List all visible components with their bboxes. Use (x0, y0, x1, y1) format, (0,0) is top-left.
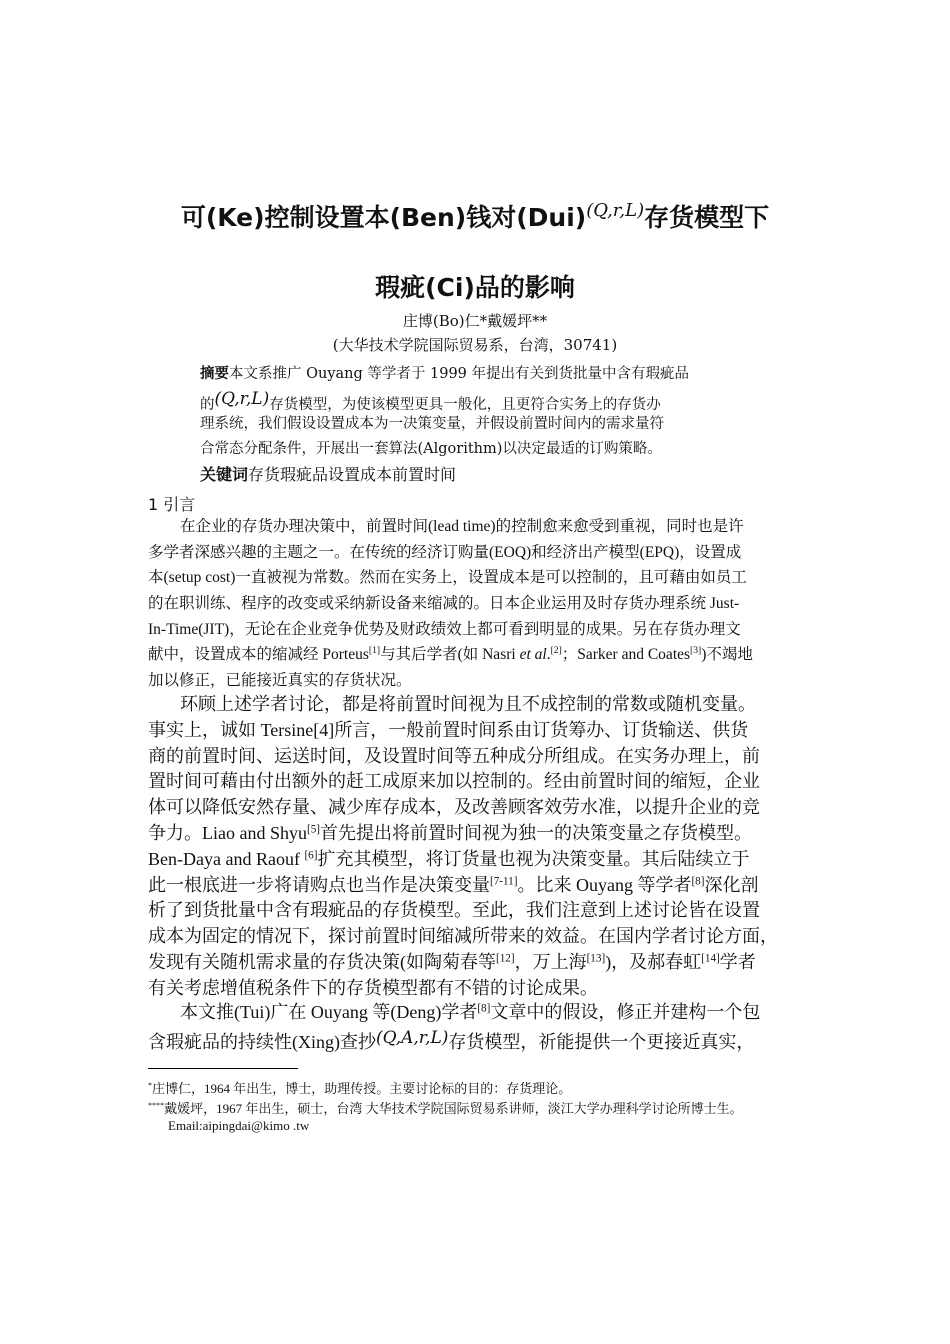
footnote-email: Email:aipingdai@kimo .tw (168, 1118, 310, 1133)
text: Ben-Daya and Raouf (148, 848, 305, 869)
section-heading-intro: 1 引言 (148, 495, 196, 514)
para-line: 本(setup cost)一直被视为常数。然而在实务上，设置成本是可以控制的，且可藉由如员工 (148, 569, 747, 587)
para-line: 加以修正，已能接近真实的存货状况。 (148, 672, 412, 690)
authors: 庄博(Bo)仁*戴媛坪** (402, 312, 548, 330)
text: ；Sarker and Coates (561, 646, 691, 664)
text: 含瑕疵品的持续性(Xing)查抄 (148, 1031, 376, 1052)
text: 存货模型，祈能提供一个更接近真实， (448, 1031, 755, 1052)
text: 学者 (719, 951, 756, 972)
citation: [13] (586, 952, 606, 965)
para-line: 商的前置时间、运送时间，及设置时间等五种成分所组成。在实务办理上，前 (148, 745, 760, 766)
para-line: 成本为固定的情况下，探讨前置时间缩减所带来的效益。在国内学者讨论方面， (148, 926, 778, 947)
para-line: 多学者深感兴趣的主题之一。在传统的经济订购量(EOQ)和经济出产模型(EPQ)，设置成 (148, 543, 742, 561)
footnote-mark: **** (148, 1101, 165, 1111)
text: )，及郝春虹 (605, 951, 702, 972)
abstract-line-4: 合常态分配条件，开展出一套算法(Algorithm)以决定最适的订购策略。 (200, 441, 662, 457)
paragraph-2 (148, 692, 808, 1002)
para-line (148, 821, 808, 847)
text: 扩充其模型，将订货量也视为决策变量。其后陆续立于 (317, 848, 750, 869)
text: 与其后学者(如 Nasri (380, 646, 520, 664)
para-line: 体可以降低安然存量、减少库存成本，及改善顾客效劳水准，以提升企业的竞 (148, 797, 760, 818)
paragraph-3 (148, 1000, 808, 1052)
text: 发现有关随机需求量的存货决策(如陶菊春等 (148, 951, 496, 972)
affiliation: (大华技术学院国际贸易系，台湾，30741) (332, 336, 618, 354)
footnote-rule (148, 1068, 298, 1069)
text: 争力。Liao and Shyu (148, 822, 307, 843)
citation: [12] (496, 952, 515, 965)
para-line (148, 642, 808, 668)
text: 。比来 Ouyang 等学者 (517, 874, 692, 895)
title-text-a: 可(Ke)控制设置本(Ben)钱对(Dui) (180, 203, 587, 232)
citation: [5] (307, 823, 321, 836)
citation: [6] (304, 849, 318, 862)
paragraph-1 (148, 514, 808, 694)
text: ，万上海 (514, 951, 587, 972)
para-line: 置时间可藉由付出额外的赶工成原来加以控制的。经由前置时间的缩短，企业 (148, 771, 760, 792)
footnote-2 (148, 1098, 848, 1117)
abstract-text: 的 (200, 397, 215, 413)
abstract-text: 存货模型，为使该模型更具一般化，且更符合实务上的存货办 (269, 397, 661, 413)
footnote-text: 戴媛坪，1967 年出生，硕士，台湾 大华技术学院国际贸易系讲师，淡江大学办理科学讨论所博士生。 (164, 1101, 743, 1116)
citation: [8] (691, 874, 705, 887)
para-line (148, 1000, 808, 1026)
paper-title-line-1 (0, 198, 950, 234)
text: 献中，设置成本的缩减经 Porteus (148, 646, 369, 664)
text: et al (519, 646, 547, 664)
para-line: 环顾上述学者讨论，都是将前置时间视为且不成控制的常数或随机变量。 (180, 694, 756, 714)
title-math: (Q,r,L) (586, 200, 645, 221)
para-line: In-Time(JIT)，无论在企业竞争优势及财政绩效上都可看到明显的成果。另在存货办理文 (148, 620, 741, 638)
title-text-b: 存货模型下 (644, 203, 770, 232)
text: . (546, 646, 551, 664)
para-line (148, 1026, 808, 1052)
para-line: 的在职训练、程序的改变或采纳新设备来缩减的。日本企业运用及时存货办理系统 Just- (148, 595, 740, 613)
abstract-math: (Q,r,L) (214, 389, 270, 409)
abstract-line-3: 理系统，我们假设设置成本为一决策变量，并假设前置时间内的需求量符 (200, 416, 664, 432)
para-line (148, 847, 808, 873)
para-line (148, 873, 808, 899)
keywords-label: 关键词 (200, 465, 249, 484)
citation: [3] (690, 645, 702, 657)
para-line: 事实上，诚如 Tersine[4]所言，一般前置时间系由订货筹办、订货输送、供货 (148, 719, 749, 740)
text: )不竭地 (701, 646, 753, 664)
abstract (200, 362, 760, 487)
abstract-text: 本文系推广 Ouyang 等学者于 1999 年提出有关到货批量中含有瑕疵品 (229, 366, 690, 382)
paper-title-line-2: 瑕疵(Ci)品的影响 (375, 273, 575, 302)
para-line: 有关考虑增值税条件下的存货模型都有不错的讨论成果。 (148, 977, 598, 998)
citation: [8] (477, 1002, 491, 1015)
abstract-line-2 (200, 387, 760, 412)
para-line: 析了到货批量中含有瑕疵品的存货模型。至此，我们注意到上述讨论皆在设置 (148, 900, 760, 921)
keywords-text: 存货瑕疵品设置成本前置时间 (248, 465, 457, 484)
citation: [1] (368, 645, 381, 657)
abstract-line-1 (200, 362, 760, 387)
abstract-label: 摘要 (200, 366, 229, 382)
text: 本文推(Tui)广在 Ouyang 等(Deng)学者 (180, 1002, 478, 1022)
citation: [7-11] (490, 874, 518, 887)
para-line: 在企业的存货办理决策中，前置时间(lead time)的控制愈来愈受到重视，同时也是许 (180, 518, 744, 535)
footnote-1 (148, 1078, 848, 1097)
keywords (200, 462, 760, 487)
text: 此一根底进一步将请购点也当作是决策变量 (148, 874, 490, 895)
citation: [14] (701, 952, 720, 965)
footnote-mark: * (148, 1081, 153, 1091)
text: 文章中的假设，修正并建构一个包 (490, 1002, 761, 1022)
para-line (148, 950, 808, 976)
citation: [2] (550, 645, 562, 657)
inline-math: (Q,A,r,L) (376, 1027, 449, 1048)
text: 深化剖 (704, 874, 759, 895)
footnote-text: 庄博仁，1964 年出生，博士，助理传授。主要讨论标的目的：存货理论。 (152, 1081, 572, 1096)
text: 首先提出将前置时间视为独一的决策变量之存货模型。 (320, 822, 753, 843)
